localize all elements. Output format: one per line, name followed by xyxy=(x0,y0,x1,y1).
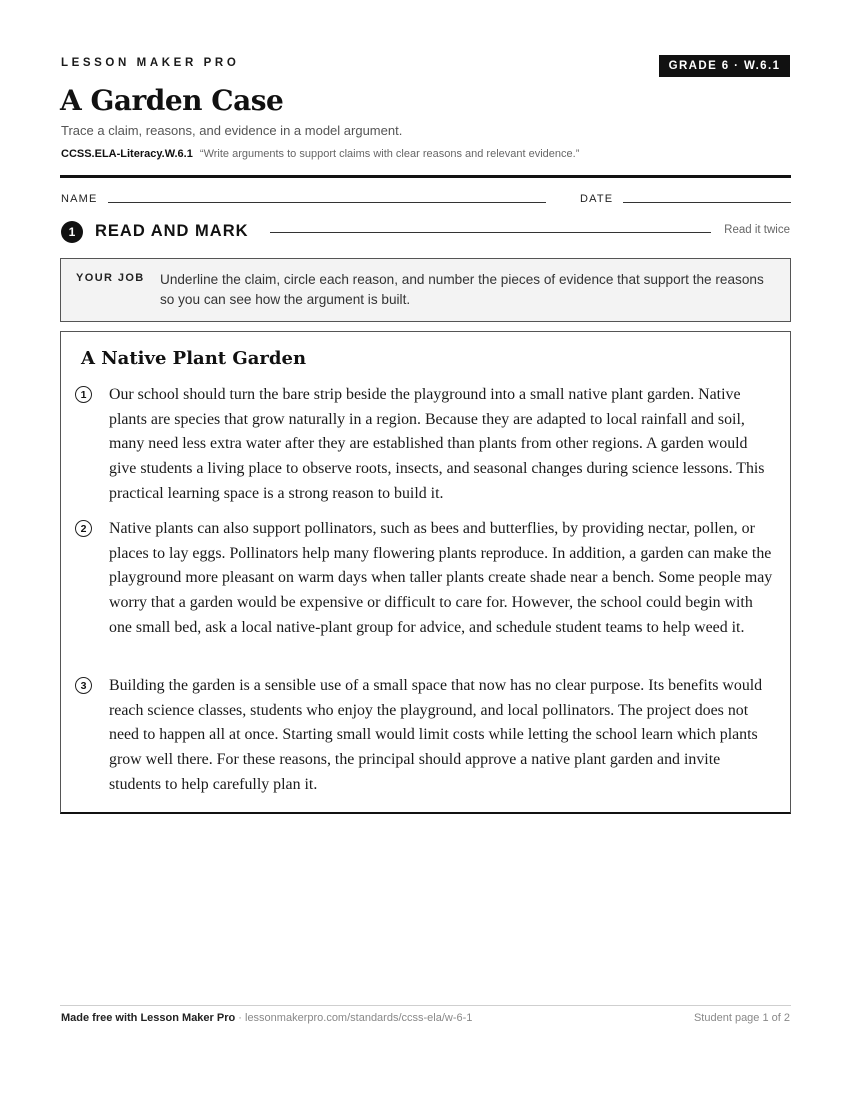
instructions-text: Underline the claim, circle each reason, and number the pieces of evidence that support the reasons so you can see how the argument is built. xyxy=(160,272,764,307)
paragraph-text: Building the garden is a sensible use of a small space that now has no clear purpose. Its benefits would reach science classes, students who enjoy the playground, and local pollinators. The project does not need to happen all at once. Starting small would limit costs while letting the school learn which plants grow well there. For these reasons, the principal should approve a native plant garden and invite students to help carefully plan it. xyxy=(109,677,763,793)
name-label: NAME xyxy=(61,193,98,205)
paragraph-text: Our school should turn the bare strip beside the playground into a small native plant garden. Native plants are species that grow naturally in a region. Because they are adapted to local rainfall and soil, many need less extra water after they are established than plants from other regions. A garden would give students a living place to observe roots, insects, and seasonal changes during science lessons. This practical learning space is a strong reason to build it. xyxy=(109,386,765,502)
name-field[interactable] xyxy=(108,202,546,203)
date-label: DATE xyxy=(580,193,614,205)
passage-title: A Native Plant Garden xyxy=(81,348,307,369)
section-note: Read it twice xyxy=(724,224,790,236)
section-number: 1 xyxy=(61,221,83,243)
header-divider xyxy=(60,175,791,178)
standard-quote: “Write arguments to support claims with clear reasons and relevant evidence.” xyxy=(199,148,580,160)
page-title: A Garden Case xyxy=(60,84,284,117)
footer-divider xyxy=(60,1005,791,1006)
paragraph-text: Native plants can also support pollinators, such as bees and butterflies, by providing nectar, pollen, or places to lay eggs. Pollinators help many flowering plants reproduce. In addition, a garden can make the playground more pleasant on warm days when taller plants create shade near a bench. Some people may worry that a garden would be expensive or difficult to care for. However, the school could begin with one small bed, ask a local native-plant group for advice, and schedule student teams to help weed it. xyxy=(109,520,773,636)
brand-name: LESSON MAKER PRO xyxy=(61,57,240,69)
instructions-box xyxy=(60,258,791,322)
paragraph-number: 3 xyxy=(75,677,92,694)
standard-code: CCSS.ELA-Literacy.W.6.1 xyxy=(61,148,193,160)
footer-url[interactable]: · lessonmakerpro.com/standards/ccss-ela/w-6-1 xyxy=(238,1012,473,1024)
section-title: READ AND MARK xyxy=(95,222,249,240)
instructions-label: YOUR JOB xyxy=(76,272,145,284)
page-subtitle: Trace a claim, reasons, and evidence in a model argument. xyxy=(61,123,403,138)
date-field[interactable] xyxy=(623,202,791,203)
section-divider xyxy=(270,232,711,233)
footer-credit xyxy=(61,1012,472,1024)
footer-made-with: Made free with Lesson Maker Pro xyxy=(61,1012,236,1024)
reading-passage xyxy=(60,331,791,814)
standard-line xyxy=(61,148,579,160)
footer-page-number: Student page 1 of 2 xyxy=(693,1012,790,1024)
grade-badge: GRADE 6 · W.6.1 xyxy=(659,55,790,77)
paragraph-number: 1 xyxy=(75,386,92,403)
paragraph-number: 2 xyxy=(75,520,92,537)
